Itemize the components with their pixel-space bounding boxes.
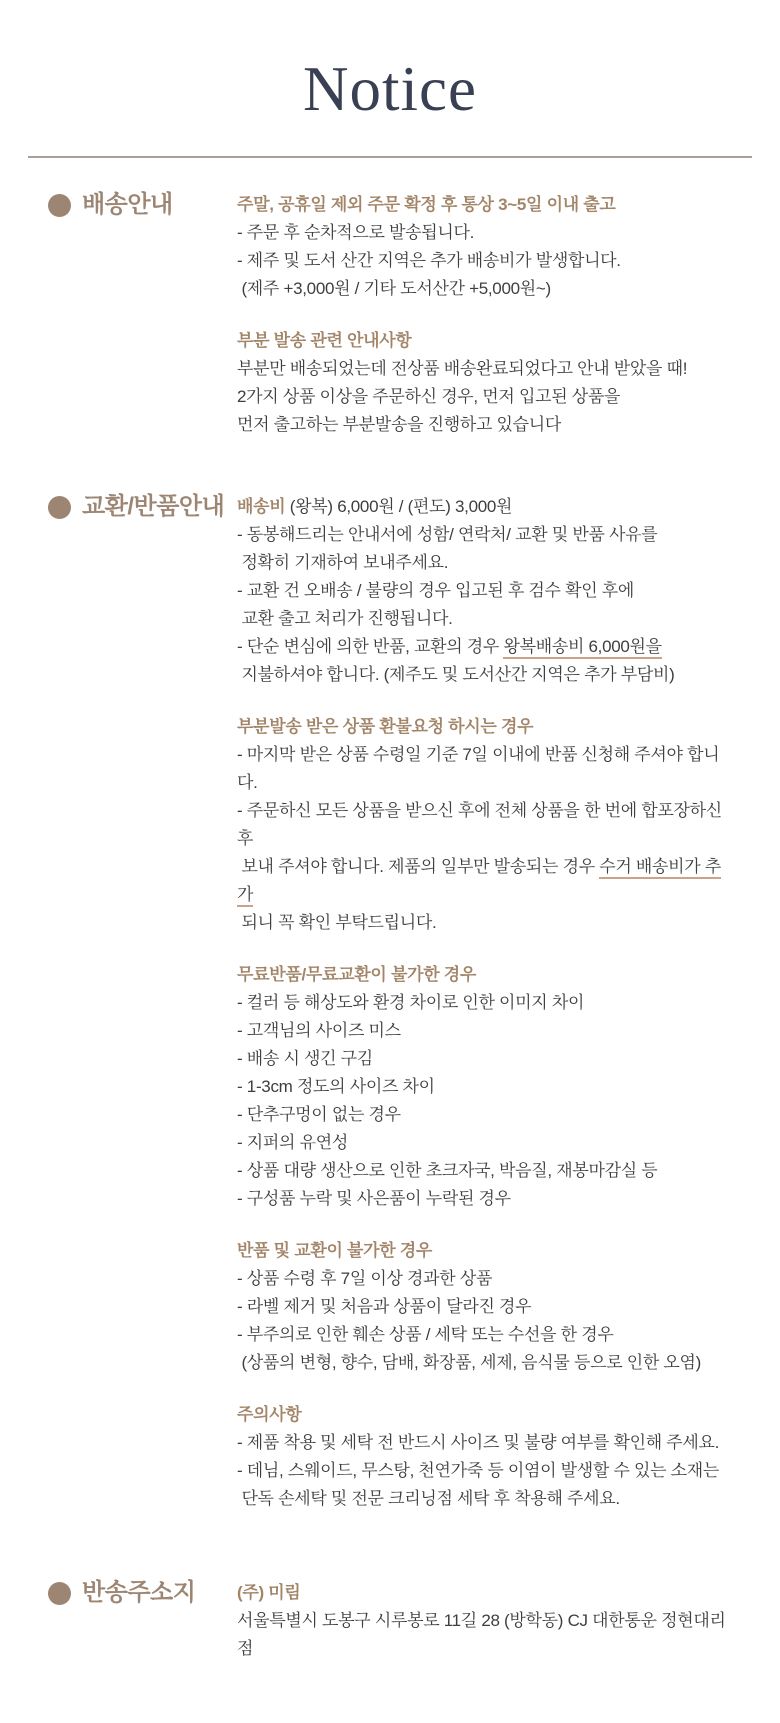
block-heading: 부분 발송 관련 안내사항 bbox=[237, 331, 412, 350]
text-segment: - 제주 및 도서 산간 지역은 추가 배송비가 발생합니다. bbox=[237, 251, 621, 270]
text-segment: - 주문하신 모든 상품을 받으신 후에 전체 상품을 한 번에 합포장하신 후 bbox=[237, 801, 727, 848]
text-segment: - 부주의로 인한 훼손 상품 / 세탁 또는 수선을 한 경우 bbox=[237, 1325, 614, 1344]
sections-container bbox=[0, 191, 780, 1663]
text-line bbox=[237, 1429, 737, 1457]
text-segment: - 단추구멍이 없는 경우 bbox=[237, 1105, 401, 1124]
section-label-shipping-info bbox=[48, 191, 237, 219]
text-segment: - 단순 변심에 의한 반품, 교환의 경우 bbox=[237, 637, 504, 656]
text-segment: 보내 주셔야 합니다. 제품의 일부만 발송되는 경우 bbox=[237, 857, 600, 876]
section-title: 배송안내 bbox=[82, 191, 173, 218]
text-segment: 정확히 기재하여 보내주세요. bbox=[237, 553, 449, 572]
text-line bbox=[237, 989, 737, 1017]
text-segment: - 주문 후 순차적으로 발송됩니다. bbox=[237, 223, 475, 242]
text-line bbox=[237, 1157, 737, 1185]
text-line bbox=[237, 909, 737, 937]
underlined-text: 왕복배송비 6,000원을 bbox=[503, 637, 661, 659]
text-segment: - 1-3cm 정도의 사이즈 차이 bbox=[237, 1077, 435, 1096]
text-segment: (제주 +3,000원 / 기타 도서산간 +5,000원~) bbox=[237, 279, 551, 298]
text-line bbox=[237, 1185, 737, 1213]
text-line bbox=[237, 1045, 737, 1073]
text-line bbox=[237, 853, 737, 909]
text-block bbox=[237, 191, 737, 303]
section-shipping-info bbox=[0, 191, 780, 439]
text-line bbox=[237, 1293, 737, 1321]
text-segment: 2가지 상품 이상을 주문하신 경우, 먼저 입고된 상품을 bbox=[237, 387, 621, 406]
block-heading: 주의사항 bbox=[237, 1405, 302, 1424]
text-line bbox=[237, 1321, 737, 1349]
block-heading: (주) 미림 bbox=[237, 1583, 301, 1602]
text-segment: 단독 손세탁 및 전문 크리닝점 세탁 후 착용해 주세요. bbox=[237, 1489, 620, 1508]
text-line bbox=[237, 1607, 737, 1663]
text-segment: - 마지막 받은 상품 수령일 기준 7일 이내에 반품 신청해 주셔야 합니다. bbox=[237, 745, 720, 792]
section-content bbox=[237, 191, 737, 439]
bullet-icon bbox=[48, 1582, 71, 1605]
text-line bbox=[237, 661, 737, 689]
section-return-address bbox=[0, 1579, 780, 1663]
text-segment: (왕복) 6,000원 / (편도) 3,000원 bbox=[285, 497, 513, 516]
text-line bbox=[237, 275, 737, 303]
text-segment: - 지퍼의 유연성 bbox=[237, 1133, 348, 1152]
text-line bbox=[237, 247, 737, 275]
text-segment: - 컬러 등 해상도와 환경 차이로 인한 이미지 차이 bbox=[237, 993, 585, 1012]
text-line bbox=[237, 1265, 737, 1293]
text-line bbox=[237, 1101, 737, 1129]
text-line bbox=[237, 383, 737, 411]
text-line bbox=[237, 521, 737, 549]
text-segment: 부분만 배송되었는데 전상품 배송완료되었다고 안내 받았을 때! bbox=[237, 359, 688, 378]
text-line bbox=[237, 1017, 737, 1045]
text-segment: - 제품 착용 및 세탁 전 반드시 사이즈 및 불량 여부를 확인해 주세요. bbox=[237, 1433, 720, 1452]
text-line bbox=[237, 493, 737, 521]
section-label-return-address bbox=[48, 1579, 237, 1607]
bullet-icon bbox=[48, 194, 71, 217]
text-line bbox=[237, 411, 737, 439]
text-line bbox=[237, 1073, 737, 1101]
text-line bbox=[237, 741, 737, 797]
text-block bbox=[237, 327, 737, 439]
text-segment: 먼저 출고하는 부분발송을 진행하고 있습니다 bbox=[237, 415, 562, 434]
text-segment: - 배송 시 생긴 구김 bbox=[237, 1049, 373, 1068]
accent-text: 배송비 bbox=[237, 497, 286, 516]
block-heading: 반품 및 교환이 불가한 경우 bbox=[237, 1241, 433, 1260]
block-heading: 부분발송 받은 상품 환불요청 하시는 경우 bbox=[237, 717, 534, 736]
text-line bbox=[237, 1129, 737, 1157]
text-block bbox=[237, 713, 737, 937]
text-line bbox=[237, 1457, 737, 1485]
text-line bbox=[237, 1349, 737, 1377]
section-title: 반송주소지 bbox=[82, 1579, 196, 1606]
text-segment: - 교환 건 오배송 / 불량의 경우 입고된 후 검수 확인 후에 bbox=[237, 581, 635, 600]
text-segment: 되니 꼭 확인 부탁드립니다. bbox=[237, 913, 437, 932]
text-line bbox=[237, 219, 737, 247]
bullet-icon bbox=[48, 496, 71, 519]
text-line bbox=[237, 605, 737, 633]
text-line bbox=[237, 1485, 737, 1513]
text-line bbox=[237, 355, 737, 383]
section-content bbox=[237, 1579, 737, 1663]
text-line bbox=[237, 191, 737, 219]
block-heading: 무료반품/무료교환이 불가한 경우 bbox=[237, 965, 476, 984]
section-content bbox=[237, 493, 737, 1513]
text-line bbox=[237, 797, 737, 853]
accent-text: 주말, 공휴일 제외 주문 확정 후 통상 3~5일 이내 출고 bbox=[237, 195, 616, 214]
underlined-text: 수거 배송비가 추가 bbox=[237, 857, 721, 907]
text-segment: - 상품 대량 생산으로 인한 초크자국, 박음질, 재봉마감실 등 bbox=[237, 1161, 658, 1180]
text-segment: 지불하셔야 합니다. (제주도 및 도서산간 지역은 추가 부담비) bbox=[237, 665, 675, 684]
text-segment: (상품의 변형, 향수, 담배, 화장품, 세제, 음식물 등으로 인한 오염) bbox=[237, 1353, 702, 1372]
text-segment: 교환 출고 처리가 진행됩니다. bbox=[237, 609, 453, 628]
text-segment: - 고객님의 사이즈 미스 bbox=[237, 1021, 401, 1040]
section-label-exchange-return-info bbox=[48, 493, 237, 521]
text-line bbox=[237, 577, 737, 605]
text-block bbox=[237, 1579, 737, 1663]
header-divider bbox=[28, 156, 752, 158]
text-segment: - 데님, 스웨이드, 무스탕, 천연가죽 등 이염이 발생할 수 있는 소재는 bbox=[237, 1461, 720, 1480]
section-title: 교환/반품안내 bbox=[82, 493, 225, 520]
text-segment: - 라벨 제거 및 처음과 상품이 달라진 경우 bbox=[237, 1297, 532, 1316]
text-segment: - 동봉해드리는 안내서에 성함/ 연락처/ 교환 및 반품 사유를 bbox=[237, 525, 658, 544]
page-title: Notice bbox=[303, 54, 477, 124]
text-block bbox=[237, 1401, 737, 1513]
text-line bbox=[237, 633, 737, 661]
text-block bbox=[237, 961, 737, 1213]
text-segment: - 구성품 누락 및 사은품이 누락된 경우 bbox=[237, 1189, 511, 1208]
text-segment: - 상품 수령 후 7일 이상 경과한 상품 bbox=[237, 1269, 493, 1288]
text-line bbox=[237, 549, 737, 577]
text-segment: 서울특별시 도봉구 시루봉로 11길 28 (방학동) CJ 대한통운 정현대리점 bbox=[237, 1611, 726, 1658]
text-block bbox=[237, 493, 737, 689]
section-exchange-return-info bbox=[0, 493, 780, 1513]
text-block bbox=[237, 1237, 737, 1377]
